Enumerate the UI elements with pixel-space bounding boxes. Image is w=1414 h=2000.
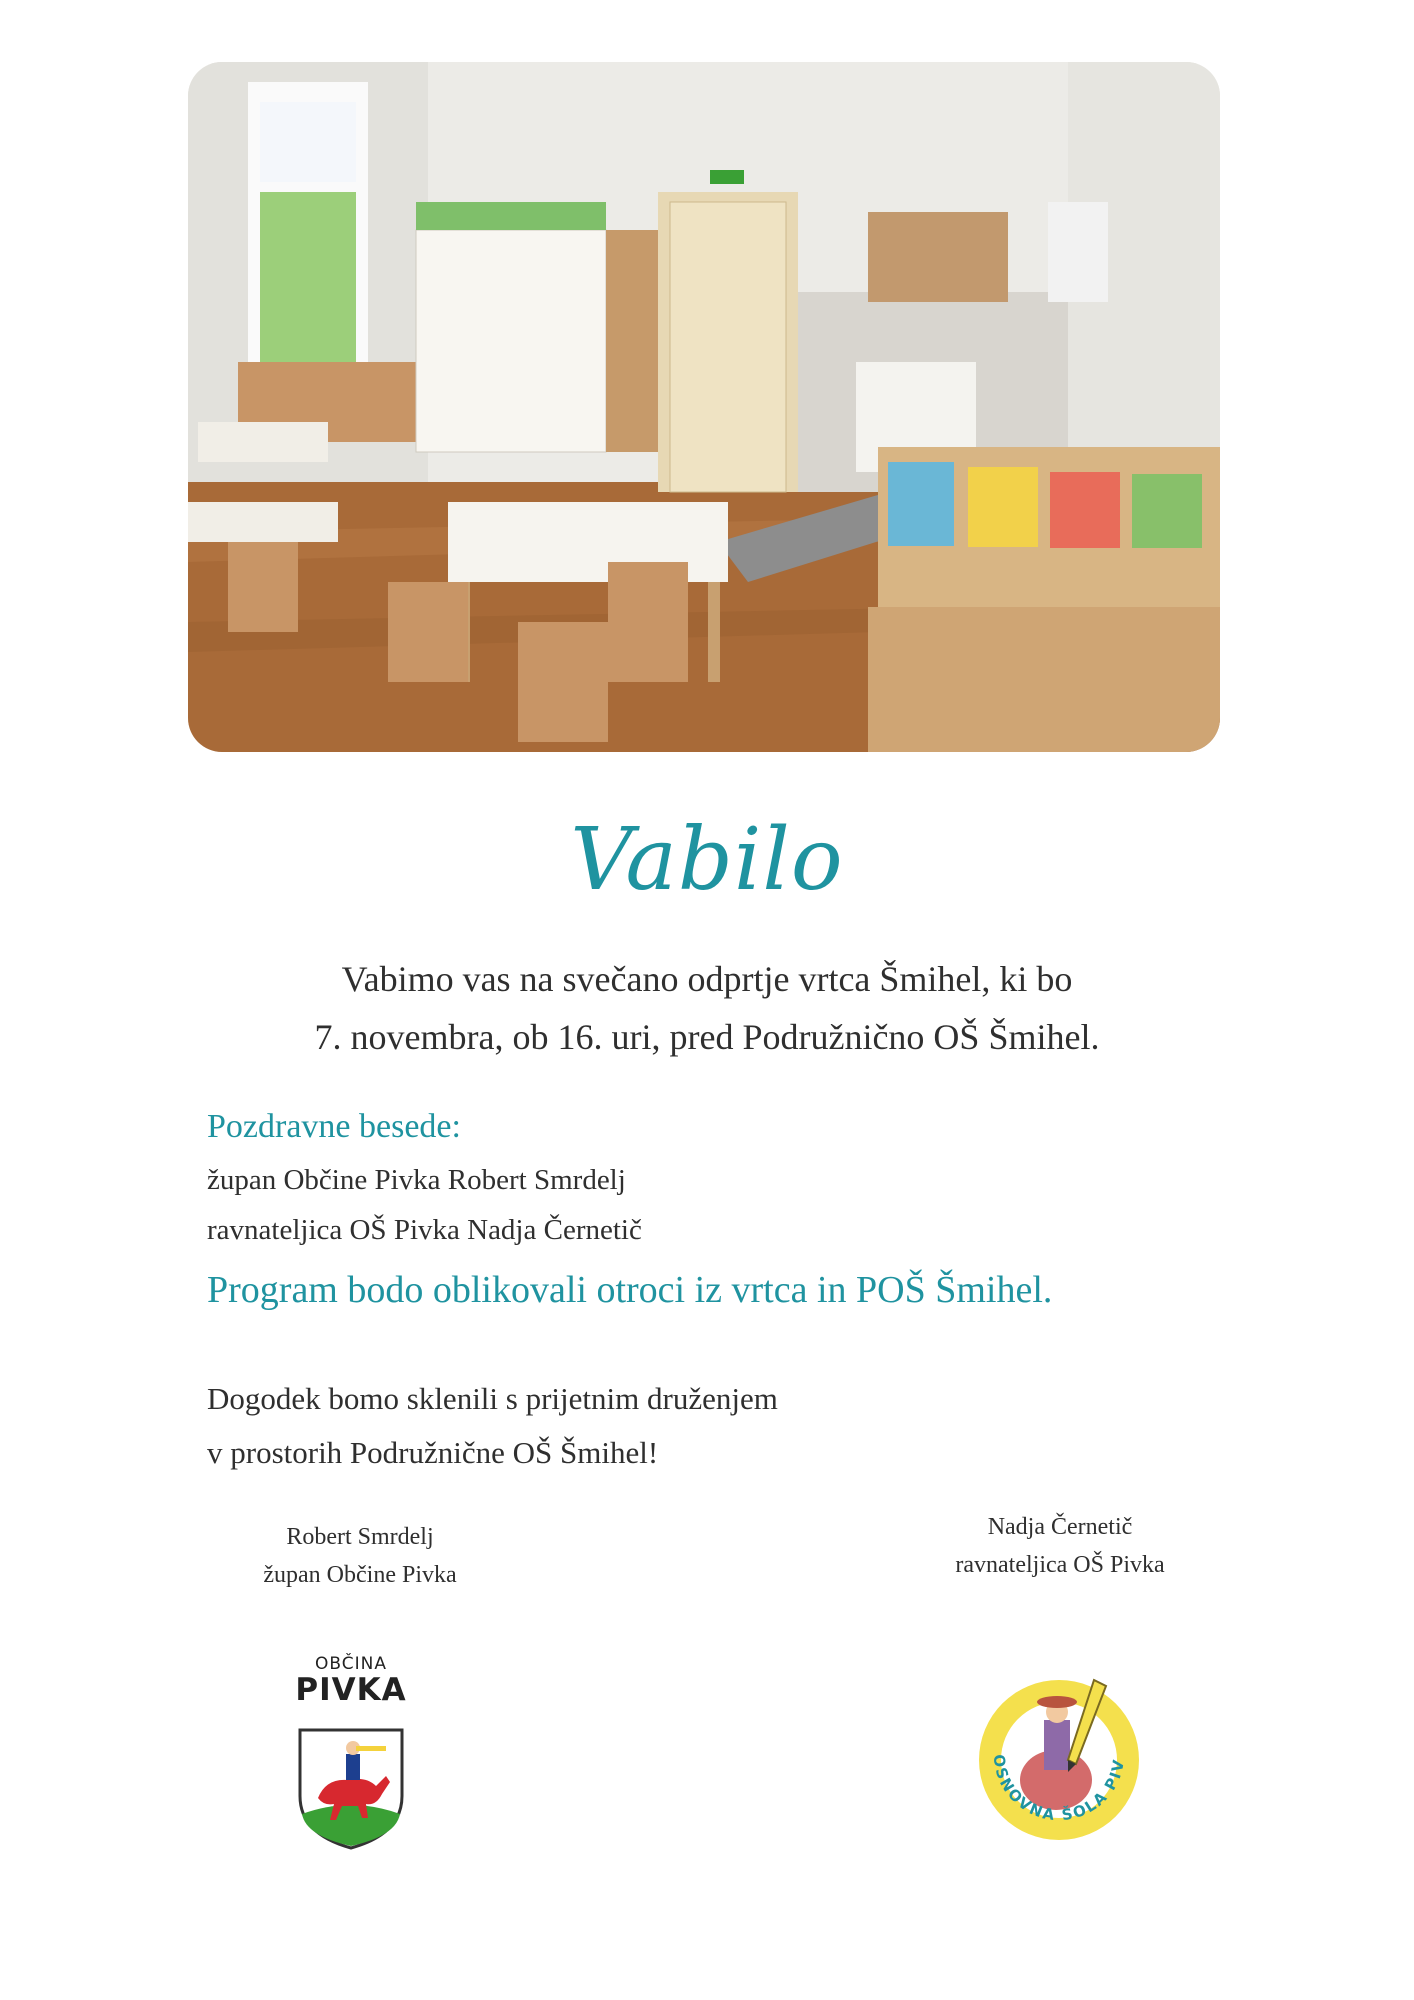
greeting-speaker-principal: ravnateljica OŠ Pivka Nadja Černetič <box>207 1214 642 1246</box>
school-emblem-icon <box>964 1660 1154 1850</box>
greeting-speaker-mayor: župan Občine Pivka Robert Smrdelj <box>207 1164 626 1196</box>
signature-principal-name: Nadja Černetič <box>987 1514 1133 1540</box>
invitation-intro <box>140 950 1274 1066</box>
closing-line-2: v prostorih Podružnične OŠ Šmihel! <box>207 1435 659 1470</box>
greetings-heading: Pozdravne besede: <box>207 1108 461 1145</box>
closing-line-1: Dogodek bomo sklenili s prijetnim druženjem <box>207 1381 778 1416</box>
signature-mayor <box>190 1518 530 1594</box>
classroom-photo <box>188 62 1220 752</box>
school-logo-ring-text: OSNOVNA ŠOLA PIV <box>989 1753 1129 1825</box>
school-logo <box>964 1660 1154 1850</box>
signature-mayor-role: župan Občine Pivka <box>263 1562 457 1588</box>
signature-principal <box>890 1508 1230 1584</box>
municipality-logo-big-text: PIVKA <box>295 1672 407 1708</box>
intro-line-2: 7. novembra, ob 16. uri, pred Podružnično OŠ Šmihel. <box>314 1017 1100 1057</box>
municipality-logo-small-text: OBČINA <box>315 1654 387 1674</box>
closing-text <box>207 1372 778 1480</box>
municipality-logo <box>286 1654 416 1852</box>
invitation-title: Vabilo <box>570 810 844 910</box>
program-note: Program bodo oblikovali otroci iz vrtca in POŠ Šmihel. <box>207 1269 1053 1311</box>
signature-mayor-name: Robert Smrdelj <box>286 1524 434 1550</box>
signature-principal-role: ravnateljica OŠ Pivka <box>955 1552 1165 1578</box>
coat-of-arms-icon <box>296 1726 406 1852</box>
intro-line-1: Vabimo vas na svečano odprtje vrtca Šmihel, ki bo <box>341 959 1073 999</box>
classroom-illustration <box>188 62 1220 752</box>
